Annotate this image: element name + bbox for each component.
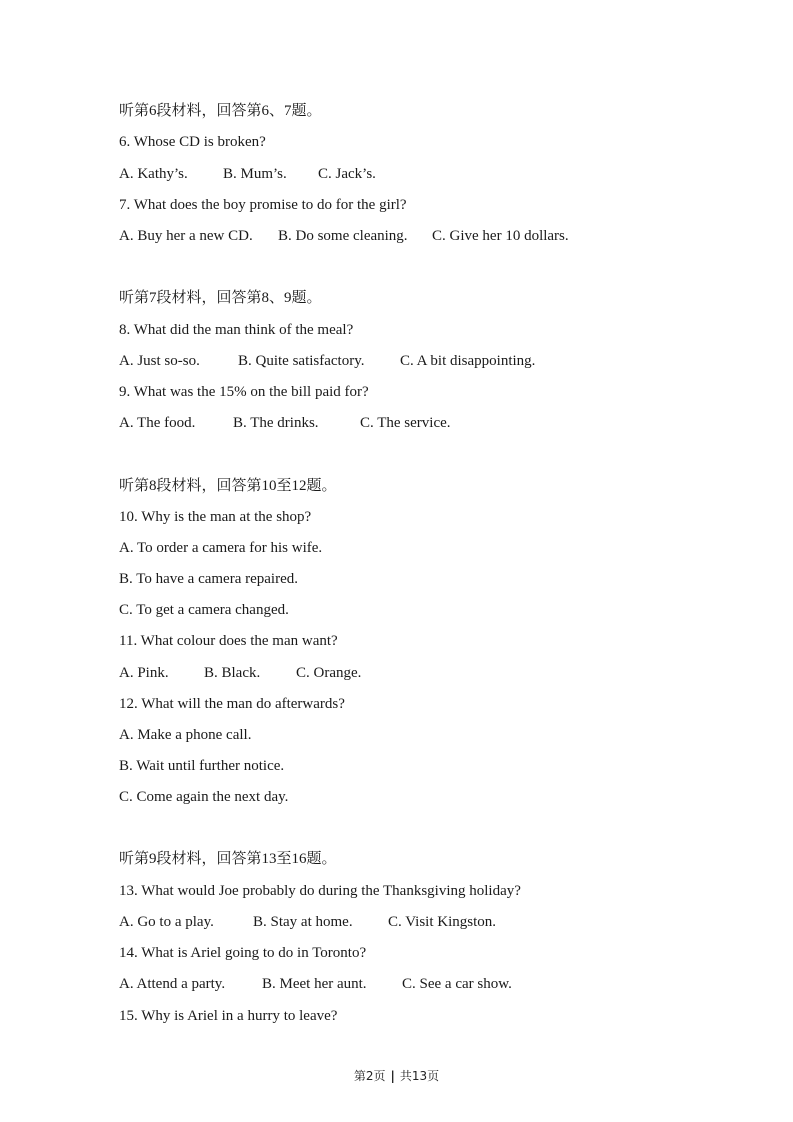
option: A. Go to a play. [119,914,214,930]
footer-separator: | [390,1069,395,1083]
question-stem: 15. Why is Ariel in a hurry to leave? [119,1008,338,1024]
option: B. Do some cleaning. [278,228,408,244]
option: B. The drinks. [233,415,319,431]
option: A. Kathy’s. [119,166,188,182]
page-total: 共13页 [399,1069,440,1083]
options-row [119,413,451,433]
option: C. Jack’s. [318,166,376,182]
question-stem: 10. Why is the man at the shop? [119,509,312,525]
option: C. Visit Kingston. [388,914,497,930]
option: C. See a car show. [402,976,512,992]
option: B. Meet her aunt. [262,976,367,992]
options-row [119,351,535,371]
option: A. To order a camera for his wife. [119,540,323,556]
option: B. Stay at home. [253,914,353,930]
options-row [119,912,496,932]
options-row [119,663,361,683]
question-stem: 11. What colour does the man want? [119,633,338,649]
option: C. The service. [360,415,451,431]
page-footer [0,1067,793,1084]
option: B. Quite satisfactory. [238,353,365,369]
question-stem: 8. What did the man think of the meal? [119,322,354,338]
option: C. A bit disappointing. [400,353,536,369]
option: B. Wait until further notice. [119,758,285,774]
section-heading: 听第6段材料，回答第6、7题。 [119,103,322,119]
section-heading: 听第8段材料，回答第10至12题。 [119,478,337,494]
option: A. Just so-so. [119,353,200,369]
options-row [119,164,376,184]
option: A. Make a phone call. [119,727,252,743]
option: C. Orange. [296,665,362,681]
option: A. Buy her a new CD. [119,228,253,244]
section-heading: 听第9段材料，回答第13至16题。 [119,851,337,867]
question-stem: 6. Whose CD is broken? [119,134,266,150]
option: A. Attend a party. [119,976,226,992]
option: B. Mum’s. [223,166,287,182]
page-number: 第2页 [353,1069,386,1083]
option: C. To get a camera changed. [119,602,289,618]
option: C. Come again the next day. [119,789,289,805]
question-stem: 12. What will the man do afterwards? [119,696,345,712]
question-stem: 13. What would Joe probably do during the Thanksgiving holiday? [119,883,521,899]
question-stem: 9. What was the 15% on the bill paid for? [119,384,369,400]
options-row [119,226,569,246]
options-row [119,974,512,994]
option: C. Give her 10 dollars. [432,228,569,244]
question-stem: 14. What is Ariel going to do in Toronto? [119,945,367,961]
section-heading: 听第7段材料，回答第8、9题。 [119,290,322,306]
option: B. To have a camera repaired. [119,571,298,587]
option: B. Black. [204,665,261,681]
option: A. The food. [119,415,196,431]
question-stem: 7. What does the boy promise to do for the girl? [119,197,407,213]
option: A. Pink. [119,665,169,681]
